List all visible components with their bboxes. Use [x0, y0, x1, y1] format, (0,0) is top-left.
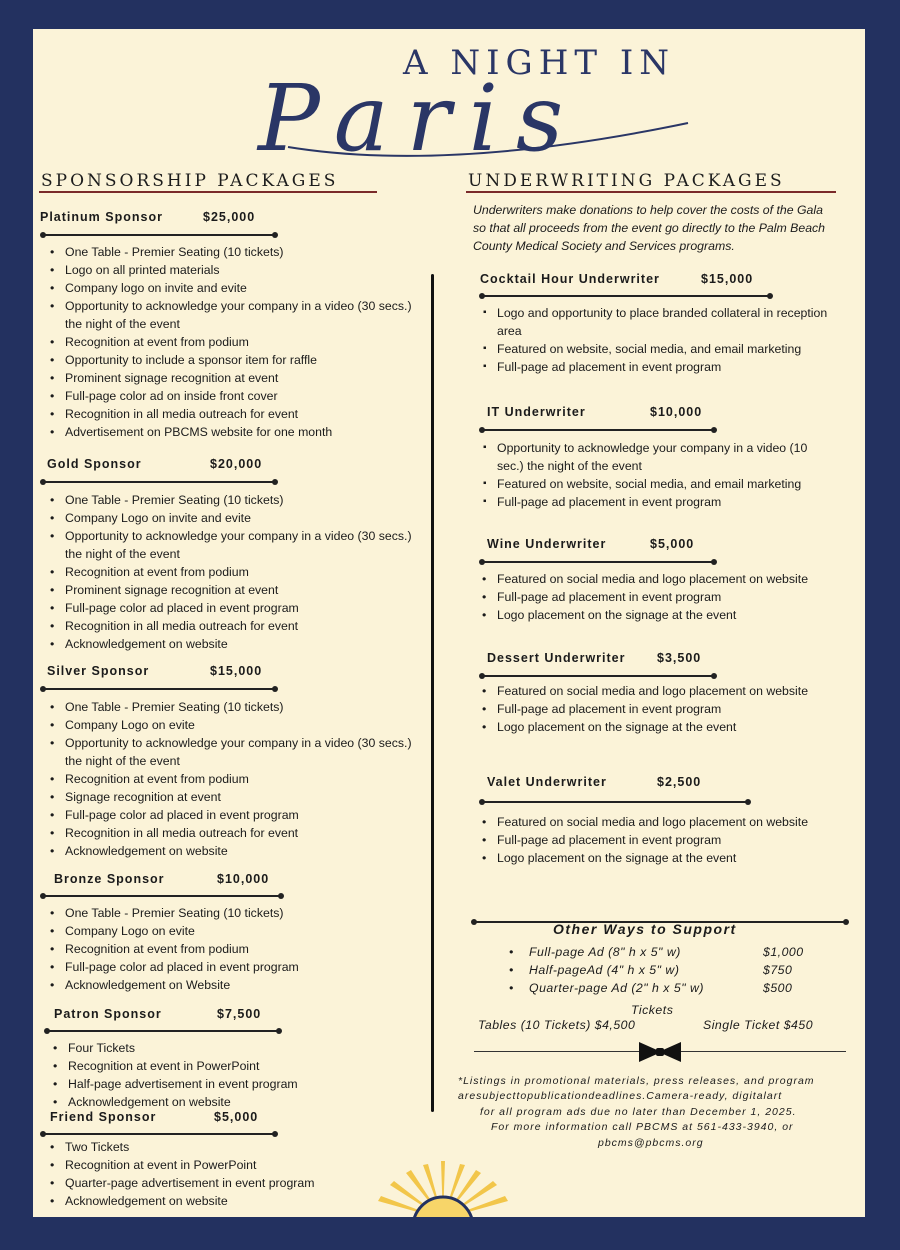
list-item: • Recognition in all media outreach for event [47, 617, 417, 635]
list-item: • Featured on social media and logo placement on website [479, 682, 829, 700]
footnote-line-4: For more information call PBCMS at 561-433-3940, or [491, 1121, 794, 1133]
footnote-email: pbcms@pbcms.org [598, 1137, 704, 1149]
tier-it-price: $10,000 [650, 405, 703, 419]
footnote-line-2: aresubjecttopublicationdeadlines.Camera-ready, digitalart [458, 1090, 783, 1102]
tier-bronze-price: $10,000 [217, 872, 270, 886]
tier-dessert-list [479, 682, 829, 736]
tier-gold-price: $20,000 [210, 457, 263, 471]
sponsorship-heading: SPONSORSHIP PACKAGES [41, 171, 339, 191]
tier-patron-list [50, 1039, 420, 1111]
tier-friend-price: $5,000 [214, 1110, 259, 1124]
tier-platinum-name: Platinum Sponsor [40, 210, 163, 224]
tier-it-name: IT Underwriter [487, 405, 586, 419]
bowtie-icon [637, 1040, 683, 1064]
tickets-heading: Tickets [631, 1003, 674, 1017]
title-a-night-in: A NIGHT IN [403, 43, 676, 83]
title-paris-script [248, 55, 728, 175]
list-item: • Recognition in all media outreach for event [47, 405, 417, 423]
tier-it-list [479, 439, 829, 511]
list-item: • Acknowledgement on website [47, 842, 417, 860]
list-item: • Two Tickets [47, 1138, 417, 1156]
list-item: • Company Logo on evite [47, 716, 417, 734]
tier-valet-name: Valet Underwriter [487, 775, 607, 789]
tier-cocktail-list [479, 304, 829, 376]
tier-divider [482, 801, 748, 803]
tier-bronze-name: Bronze Sponsor [54, 872, 165, 886]
list-item: ▪ Opportunity to acknowledge your company in a video (10 sec.) the night of the event [479, 439, 829, 475]
list-item: • Acknowledgement on Website [47, 976, 417, 994]
ad-quarter-page-label: Quarter-page Ad (2" h x 5" w) [529, 981, 704, 995]
list-item: • Full-page color ad placed in event program [47, 806, 417, 824]
tier-divider [43, 895, 281, 897]
list-item: • Logo on all printed materials [47, 261, 417, 279]
ad-full-page-price: $1,000 [763, 945, 804, 959]
tier-silver-name: Silver Sponsor [47, 664, 150, 678]
list-item: ▪ Featured on website, social media, and email marketing [479, 340, 829, 358]
list-item: • Logo placement on the signage at the event [479, 606, 829, 624]
other-ways-heading: Other Ways to Support [553, 921, 737, 937]
list-item: • Half-page advertisement in event program [50, 1075, 420, 1093]
svg-text:Paris: Paris [258, 65, 582, 172]
tier-gold-list [47, 491, 417, 653]
ad-bullet: • [509, 981, 514, 995]
tier-divider [47, 1030, 279, 1032]
underwriting-heading: UNDERWRITING PACKAGES [468, 171, 785, 191]
ad-full-page-label: Full-page Ad (8" h x 5" w) [529, 945, 681, 959]
ad-half-page-price: $750 [763, 963, 793, 977]
list-item: • Featured on social media and logo placement on website [479, 570, 829, 588]
tier-platinum-list [47, 243, 417, 441]
underwriting-heading-rule [466, 191, 836, 193]
list-item: • Recognition at event from podium [47, 333, 417, 351]
list-item: ▪ Full-page ad placement in event program [479, 358, 829, 376]
sunburst-icon [368, 1159, 518, 1217]
ad-half-page-label: Half-pageAd (4" h x 5" w) [529, 963, 680, 977]
tier-divider [43, 1133, 275, 1135]
tier-wine-name: Wine Underwriter [487, 537, 607, 551]
tier-cocktail-price: $15,000 [701, 272, 754, 286]
list-item: • Recognition at event from podium [47, 770, 417, 788]
list-item: • Acknowledgement on website [47, 1192, 417, 1210]
list-item: • Featured on social media and logo placement on website [479, 813, 829, 831]
flyer-sheet [33, 29, 865, 1217]
tier-divider [43, 234, 275, 236]
tier-patron-price: $7,500 [217, 1007, 262, 1021]
list-item: • Recognition at event from podium [47, 940, 417, 958]
tier-patron-name: Patron Sponsor [54, 1007, 162, 1021]
tier-wine-price: $5,000 [650, 537, 695, 551]
list-item: • Prominent signage recognition at event [47, 369, 417, 387]
list-item: • Opportunity to acknowledge your company in a video (30 secs.) the night of the event [47, 734, 417, 770]
list-item: • Full-page ad placement in event program [479, 588, 829, 606]
list-item: • Full-page ad placement in event program [479, 700, 829, 718]
list-item: • Opportunity to include a sponsor item for raffle [47, 351, 417, 369]
tier-wine-list [479, 570, 829, 624]
tier-dessert-price: $3,500 [657, 651, 702, 665]
list-item: • Advertisement on PBCMS website for one month [47, 423, 417, 441]
list-item: • Signage recognition at event [47, 788, 417, 806]
footnote-line-1: *Listings in promotional materials, press releases, and program [458, 1075, 815, 1087]
tier-valet-list [479, 813, 829, 867]
list-item: • Full-page color ad placed in event program [47, 599, 417, 617]
tier-dessert-name: Dessert Underwriter [487, 651, 626, 665]
list-item: • Logo placement on the signage at the event [479, 849, 829, 867]
tier-divider [482, 295, 770, 297]
tier-valet-price: $2,500 [657, 775, 702, 789]
tier-friend-name: Friend Sponsor [50, 1110, 157, 1124]
list-item: • Company logo on invite and evite [47, 279, 417, 297]
list-item: • Full-page color ad on inside front cover [47, 387, 417, 405]
list-item: • Acknowledgement on website [47, 635, 417, 653]
list-item: • Recognition in all media outreach for event [47, 824, 417, 842]
tier-divider [43, 481, 275, 483]
ad-bullet: • [509, 963, 514, 977]
ad-quarter-page-price: $500 [763, 981, 793, 995]
list-item: • Full-page color ad placed in event program [47, 958, 417, 976]
list-item: • Recognition at event from podium [47, 563, 417, 581]
tickets-tables: Tables (10 Tickets) $4,500 [478, 1018, 636, 1032]
list-item: • One Table - Premier Seating (10 tickets) [47, 491, 417, 509]
list-item: • Prominent signage recognition at event [47, 581, 417, 599]
list-item: • Quarter-page advertisement in event program [47, 1174, 417, 1192]
list-item: ▪ Featured on website, social media, and email marketing [479, 475, 829, 493]
tier-silver-price: $15,000 [210, 664, 263, 678]
tier-divider [482, 675, 714, 677]
column-divider [431, 274, 434, 1112]
tier-cocktail-name: Cocktail Hour Underwriter [480, 272, 660, 286]
list-item: ▪ Full-page ad placement in event program [479, 493, 829, 511]
list-item: • One Table - Premier Seating (10 tickets) [47, 243, 417, 261]
footnote-line-3: for all program ads due no later than December 1, 2025. [480, 1106, 797, 1118]
tier-divider [43, 688, 275, 690]
list-item: • Recognition at event in PowerPoint [50, 1057, 420, 1075]
list-item: ▪ Logo and opportunity to place branded collateral in reception area [479, 304, 829, 340]
tier-platinum-price: $25,000 [203, 210, 256, 224]
list-item: • Four Tickets [50, 1039, 420, 1057]
tier-divider [482, 429, 714, 431]
list-item: • Company Logo on invite and evite [47, 509, 417, 527]
list-item: • Acknowledgement on website [50, 1093, 420, 1111]
tier-gold-name: Gold Sponsor [47, 457, 142, 471]
list-item: • One Table - Premier Seating (10 tickets) [47, 904, 417, 922]
ad-bullet: • [509, 945, 514, 959]
list-item: • Recognition at event in PowerPoint [47, 1156, 417, 1174]
underwriting-intro: Underwriters make donations to help cover the costs of the Gala so that all proceeds from the event go directly to the Palm Beach County Medical Society and Services programs. [473, 203, 826, 253]
list-item: • One Table - Premier Seating (10 tickets) [47, 698, 417, 716]
sponsorship-heading-rule [39, 191, 377, 193]
list-item: • Opportunity to acknowledge your company in a video (30 secs.) the night of the event [47, 527, 417, 563]
list-item: • Full-page ad placement in event program [479, 831, 829, 849]
list-item: • Opportunity to acknowledge your company in a video (30 secs.) the night of the event [47, 297, 417, 333]
list-item: • Logo placement on the signage at the event [479, 718, 829, 736]
tier-friend-list [47, 1138, 417, 1210]
list-item: • Company Logo on evite [47, 922, 417, 940]
tier-bronze-list [47, 904, 417, 994]
tickets-single: Single Ticket $450 [703, 1018, 814, 1032]
tier-divider [482, 561, 714, 563]
tier-silver-list [47, 698, 417, 860]
